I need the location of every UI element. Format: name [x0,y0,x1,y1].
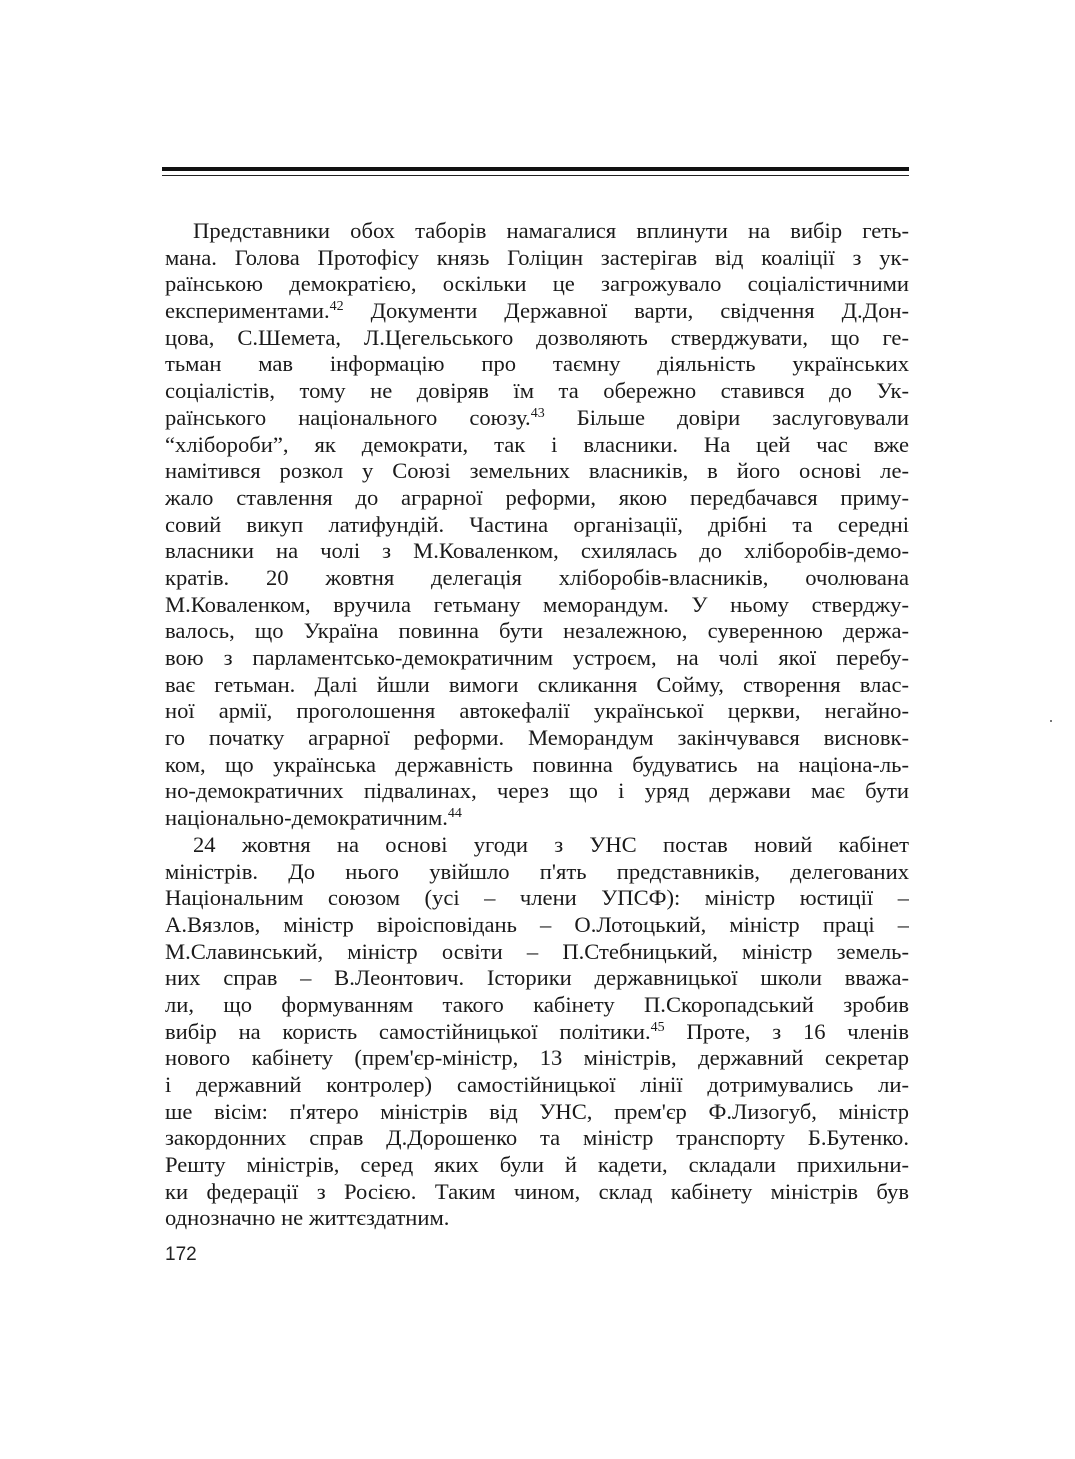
text-line: намітився розкол у Союзі земельних власників, в його основі ле- [165,458,909,484]
text-line: “хлібороби”, як демократи, так і власники. На цей час вже [165,431,909,457]
text-line: нового кабінету (прем'єр-міністр, 13 міністрів, державний секретар [165,1045,909,1071]
text-line: ної армії, проголошення автокефалії української церкви, негайно- [165,698,909,724]
text-line: ком, що українська державність повинна будуватись на націона-ль- [165,751,909,777]
text-line: закордонних справ Д.Дорошенко та міністр транспорту Б.Бутенко. [165,1125,909,1151]
text-line: раїнського національного союзу.$^{43}$ Більше довіри заслуговували [165,404,909,430]
text-line: тьман мав інформацію про таємну діяльність українських [165,351,909,377]
text-line: однозначно не життєздатним. [165,1205,450,1231]
text-line: міністрів. До нього увійшло п'ять представників, делегованих [165,858,909,884]
text-line: соціалістів, тому не довіряв їм та обережно ставився до Ук- [165,378,909,404]
header-rule-thick [162,167,909,171]
text-line: Національним союзом (усі – члени УПСФ): міністр юстиції – [165,885,909,911]
text-line: но-демократичних підвалинах, через що і уряд держави має бути [165,778,909,804]
header-rule-thin [162,175,909,176]
text-line: Представники обох таборів намагалися вплинути на вибір геть- [193,218,909,243]
margin-speck [1050,720,1052,722]
text-line: 24 жовтня на основі угоди з УНС постав новий кабінет [193,831,909,857]
text-line: М.Славинський, міністр освіти – П.Стебницький, міністр земель- [165,938,909,964]
body-text [165,218,909,1232]
text-line: вою з парламентсько-демократичним устроєм, на чолі якої перебу- [165,645,909,670]
text-line: валось, що Україна повинна бути незалежною, суверенною держа- [165,618,909,644]
text-line: мана. Голова Протофісу князь Голіцин застерігав від коаліції з ук- [165,244,909,270]
text-line: ли, що формуванням такого кабінету П.Скоропадський зробив [165,991,909,1017]
text-line: ки федерації з Росією. Таким чином, склад кабінету міністрів був [165,1178,909,1204]
text-line: жало ставлення до аграрної реформи, якою передбачався приму- [165,484,909,510]
text-line: совий викуп латифундій. Частина організації, дрібні та середні [165,511,909,537]
text-line: го початку аграрної реформи. Меморандум закінчувався висновк- [165,725,909,751]
text-line: Решту міністрів, серед яких були й кадети, складали прихильни- [165,1152,909,1178]
text-line: раїнською демократією, оскільки це загрожувало соціалістичними [165,271,909,297]
footnote-ref: 45 [650,1019,665,1035]
text-line: власники на чолі з М.Коваленком, схилялась до хліборобів-демо- [165,538,909,564]
text-line: А.Вязлов, міністр віроісповідань – О.Лотоцький, міністр праці – [165,911,909,937]
page-number: 172 [165,1244,197,1265]
text-line: і державний контролер) самостійницької лінії дотримувались ли- [165,1072,909,1097]
text-line: М.Коваленком, вручила гетьману меморандум. У ньому стверджу- [165,591,909,617]
text-line: кратів. 20 жовтня делегація хліборобів-власників, очолювана [165,564,909,590]
text-line: ває гетьман. Далі йшли вимоги скликання Сойму, створення влас- [165,671,909,697]
footnote-ref: 43 [530,405,545,421]
text-line: національно-демократичним.$^{44}$ [165,805,462,831]
text-line: цова, С.Шемета, Л.Цегельського дозволяють стверджувати, що ге- [165,324,909,350]
text-line: них справ – В.Леонтович. Історики державницької школи вважа- [165,965,909,991]
text-line: ше вісім: п'ятеро міністрів від УНС, прем'єр Ф.Лизогуб, міністр [165,1098,909,1124]
text-line: експериментами.$^{42}$ Документи Державної варти, свідчення Д.Дон- [165,298,909,324]
text-line: вибір на користь самостійницької політики.$^{45}$ Проте, з 16 членів [165,1018,909,1044]
footnote-ref: 44 [447,806,462,822]
footnote-ref: 42 [329,299,344,315]
